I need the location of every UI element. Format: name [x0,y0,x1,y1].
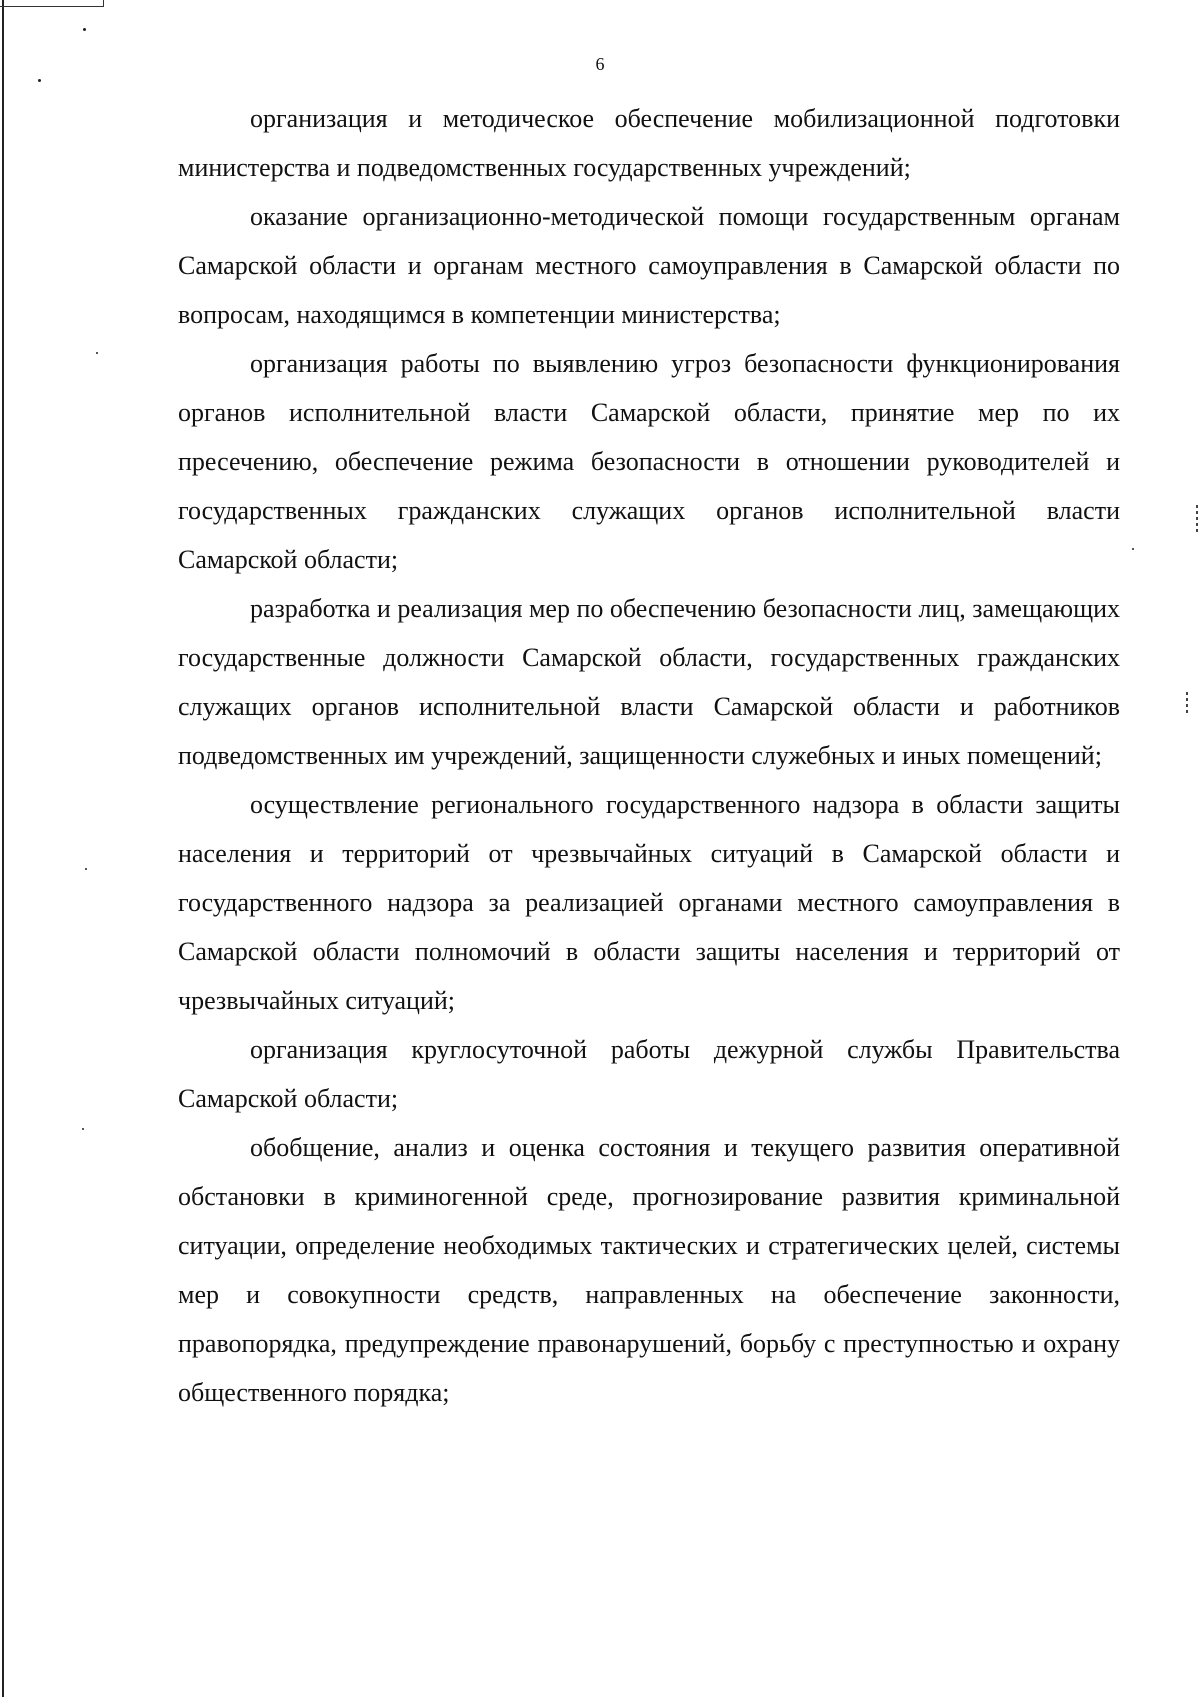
scan-speck [82,1128,84,1130]
scan-speck [38,79,41,82]
scan-speck [96,352,98,354]
paragraph-crime-analysis: обобщение, анализ и оценка состояния и текущего развития оперативной обстановки в криминогенной среде, прогнозирование развития криминальной ситуации, определение необходимых тактических и стратегических целей, системы мер и совокупности средств, направленных на обеспечение законности, правопорядка, предупреждение правонарушений, борьбу с преступностью и охрану общественного порядка; [178,1133,1120,1407]
scan-mark [1196,505,1198,535]
scan-border-top [0,6,104,7]
paragraph-mobilization-training: организация и методическое обеспечение мобилизационной подготовки министерства и подведомственных государственных учреждений; [178,104,1120,182]
scan-speck [85,868,87,870]
scan-speck [83,28,86,31]
paragraph-emergency-supervision: осуществление регионального государственного надзора в области защиты населения и территорий от чрезвычайных ситуаций в Самарской области и государственного надзора за реализацией органами местного самоуправления в Самарской области полномочий в области защиты населения и территорий от чрезвычайных ситуаций; [178,790,1120,1015]
scan-mark [1186,692,1188,714]
paragraph-security-threats: организация работы по выявлению угроз безопасности функционирования органов исполнительной власти Самарской области, принятие мер по их пресечению, обеспечение режима безопасности в отношении руководителей и государственных гражданских служащих органов исполнительной власти Самарской области; [178,349,1120,574]
scan-border-corner [103,0,104,7]
document-body [178,94,1120,1417]
page-number: 6 [595,54,605,74]
paragraph-methodical-assistance: оказание организационно-методической помощи государственным органам Самарской области и органам местного самоуправления в Самарской области по вопросам, находящимся в компетенции министерства; [178,202,1120,329]
paragraph-duty-service: организация круглосуточной работы дежурной службы Правительства Самарской области; [178,1035,1120,1113]
paragraph-personal-security: разработка и реализация мер по обеспечению безопасности лиц, замещающих государственные должности Самарской области, государственных гражданских служащих органов исполнительной власти Самарской области и работников подведомственных им учреждений, защищенности служебных и иных помещений; [178,594,1120,770]
scan-border-left [2,0,4,1697]
scan-speck [1132,548,1134,550]
